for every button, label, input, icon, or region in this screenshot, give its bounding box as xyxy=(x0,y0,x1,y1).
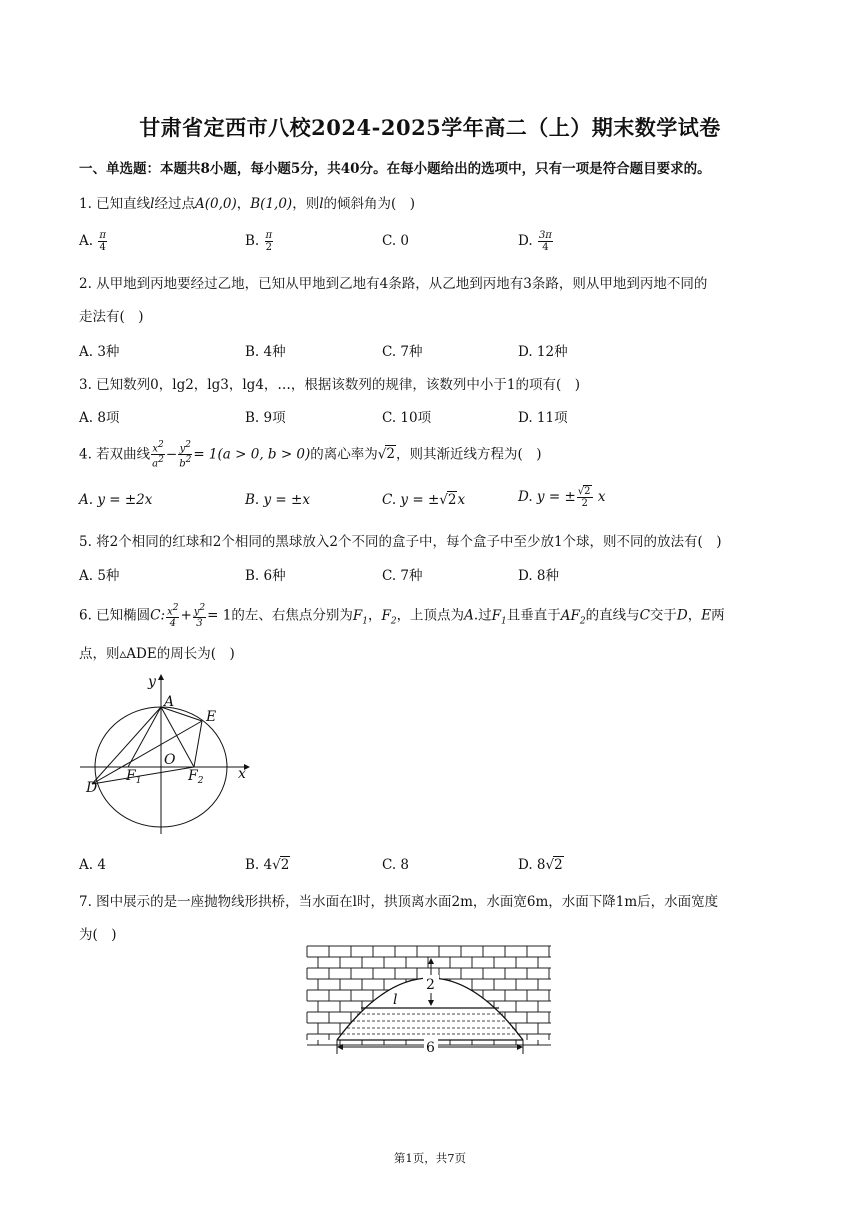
height-arrow-down xyxy=(428,1000,434,1006)
ellipse-figure xyxy=(78,672,258,842)
q2-option-c[interactable]: C. 7种 xyxy=(382,344,423,360)
question-5: 5. 将2个相同的红球和2个相同的黑球放入2个不同的盒子中，每个盒子中至少放1个球，则不同的放法有( ) xyxy=(79,534,722,550)
label-y: y xyxy=(148,674,156,690)
section-heading: 一、单选题：本题共8小题，每小题5分，共40分。在每小题给出的选项中，只有一项是符合题目要求的。 xyxy=(79,161,711,177)
q1-option-a[interactable]: A. $\frac{\pi}{4}$ xyxy=(79,230,106,253)
question-7-line-1: 7. 图中展示的是一座抛物线形拱桥，当水面在l时，拱顶离水面2m，水面宽6m，水面下降1m后，水面宽度 xyxy=(79,894,719,910)
q4-option-c[interactable]: C. y = ±√2x xyxy=(382,492,466,508)
label-f2: $F_2$ xyxy=(188,768,204,786)
label-o: O xyxy=(164,752,176,768)
q3-option-c[interactable]: C. 10项 xyxy=(382,410,432,426)
page-footer: 第1页，共7页 xyxy=(393,1151,467,1165)
question-1 xyxy=(79,192,415,212)
q1-option-b[interactable]: B. $\frac{\pi}{2}$ xyxy=(245,230,273,253)
q3-option-d[interactable]: D. 11项 xyxy=(518,410,568,426)
q1-option-c[interactable]: C. 0 xyxy=(382,233,410,249)
q1-var-l: l xyxy=(319,196,324,212)
q4-option-b[interactable]: B. y = ±x xyxy=(245,492,310,508)
label-e: E xyxy=(206,709,217,725)
question-6-line-2: 点，则▵ADE的周长为( ) xyxy=(79,646,235,662)
label-l: l xyxy=(393,992,398,1008)
segment-ef2 xyxy=(194,721,202,767)
label-x: x xyxy=(238,766,246,782)
q1-var-l: l xyxy=(150,196,155,212)
segment-f1a xyxy=(128,707,161,767)
q1-text: 经过点 xyxy=(154,196,195,212)
q4-option-d[interactable]: D. y = ± $\frac{√2}{2}$ x xyxy=(518,486,606,509)
q6-option-c[interactable]: C. 8 xyxy=(382,857,410,873)
y-arrow xyxy=(158,674,164,680)
q2-option-b[interactable]: B. 4种 xyxy=(245,344,286,360)
q5-option-c[interactable]: C. 7种 xyxy=(382,568,423,584)
q1-option-d[interactable]: D. $\frac{3\pi}{4}$ xyxy=(518,230,552,253)
q2-option-a[interactable]: A. 3种 xyxy=(79,344,120,360)
q1-text: ，则 xyxy=(292,196,320,212)
q1-text: ， xyxy=(236,196,251,212)
q6-option-d[interactable]: D. 8√2 xyxy=(518,857,563,873)
page-title: 甘肃省定西市八校2024-2025学年高二（上）期末数学试卷 xyxy=(139,115,721,140)
label-f1: $F_1$ xyxy=(126,768,142,786)
q1-text: 的倾斜角为( ) xyxy=(323,196,416,212)
question-4: 4. 若双曲线 $\frac{x^2}{a^2}$ − $\frac{y^2}{b^2}$ = 1(a > 0, b > 0)的离心率为√2，则其渐近线方程为( ) xyxy=(79,440,542,470)
q6-option-a[interactable]: A. 4 xyxy=(79,857,106,873)
label-height: 2 xyxy=(426,977,435,993)
q4-option-a[interactable]: A. y = ±2x xyxy=(79,492,153,508)
brick-wall xyxy=(307,946,551,1045)
q6-option-b[interactable]: B. 4√2 xyxy=(245,857,290,873)
arch-bridge-figure xyxy=(305,942,555,1062)
question-6-line-1: 6. 已知椭圆C: $\frac{x^2}{4}$ + $\frac{y^2}{3}$ = 1的左、右焦点分别为$F_1$，$F_2$，上顶点为A.过$F_1$且垂直于$AF_2$的直线与C交于D，E两 xyxy=(79,603,725,630)
q5-option-d[interactable]: D. 8种 xyxy=(518,568,560,584)
q2-option-d[interactable]: D. 12种 xyxy=(518,344,568,360)
label-a: A xyxy=(164,694,175,710)
label-width: 6 xyxy=(426,1040,435,1056)
label-d: D xyxy=(86,780,98,796)
question-2-line-1: 2. 从甲地到丙地要经过乙地，已知从甲地到乙地有4条路，从乙地到丙地有3条路，则从甲地到丙地不同的 xyxy=(79,276,708,292)
q3-option-b[interactable]: B. 9项 xyxy=(245,410,286,426)
height-arrow-up xyxy=(428,958,434,964)
question-7-line-2: 为( ) xyxy=(79,927,117,943)
q5-option-b[interactable]: B. 6种 xyxy=(245,568,286,584)
q3-option-a[interactable]: A. 8项 xyxy=(79,410,120,426)
question-2-line-2: 走法有( ) xyxy=(79,309,144,325)
q1-point-b: B(1,0) xyxy=(250,196,293,212)
q1-point-a: A(0,0) xyxy=(195,196,237,212)
q5-option-a[interactable]: A. 5种 xyxy=(79,568,120,584)
question-3: 3. 已知数列0，lg2，lg3，lg4，…，根据该数列的规律，该数列中小于1的项有( ) xyxy=(79,377,581,393)
q1-text: 1. 已知直线 xyxy=(79,196,151,212)
